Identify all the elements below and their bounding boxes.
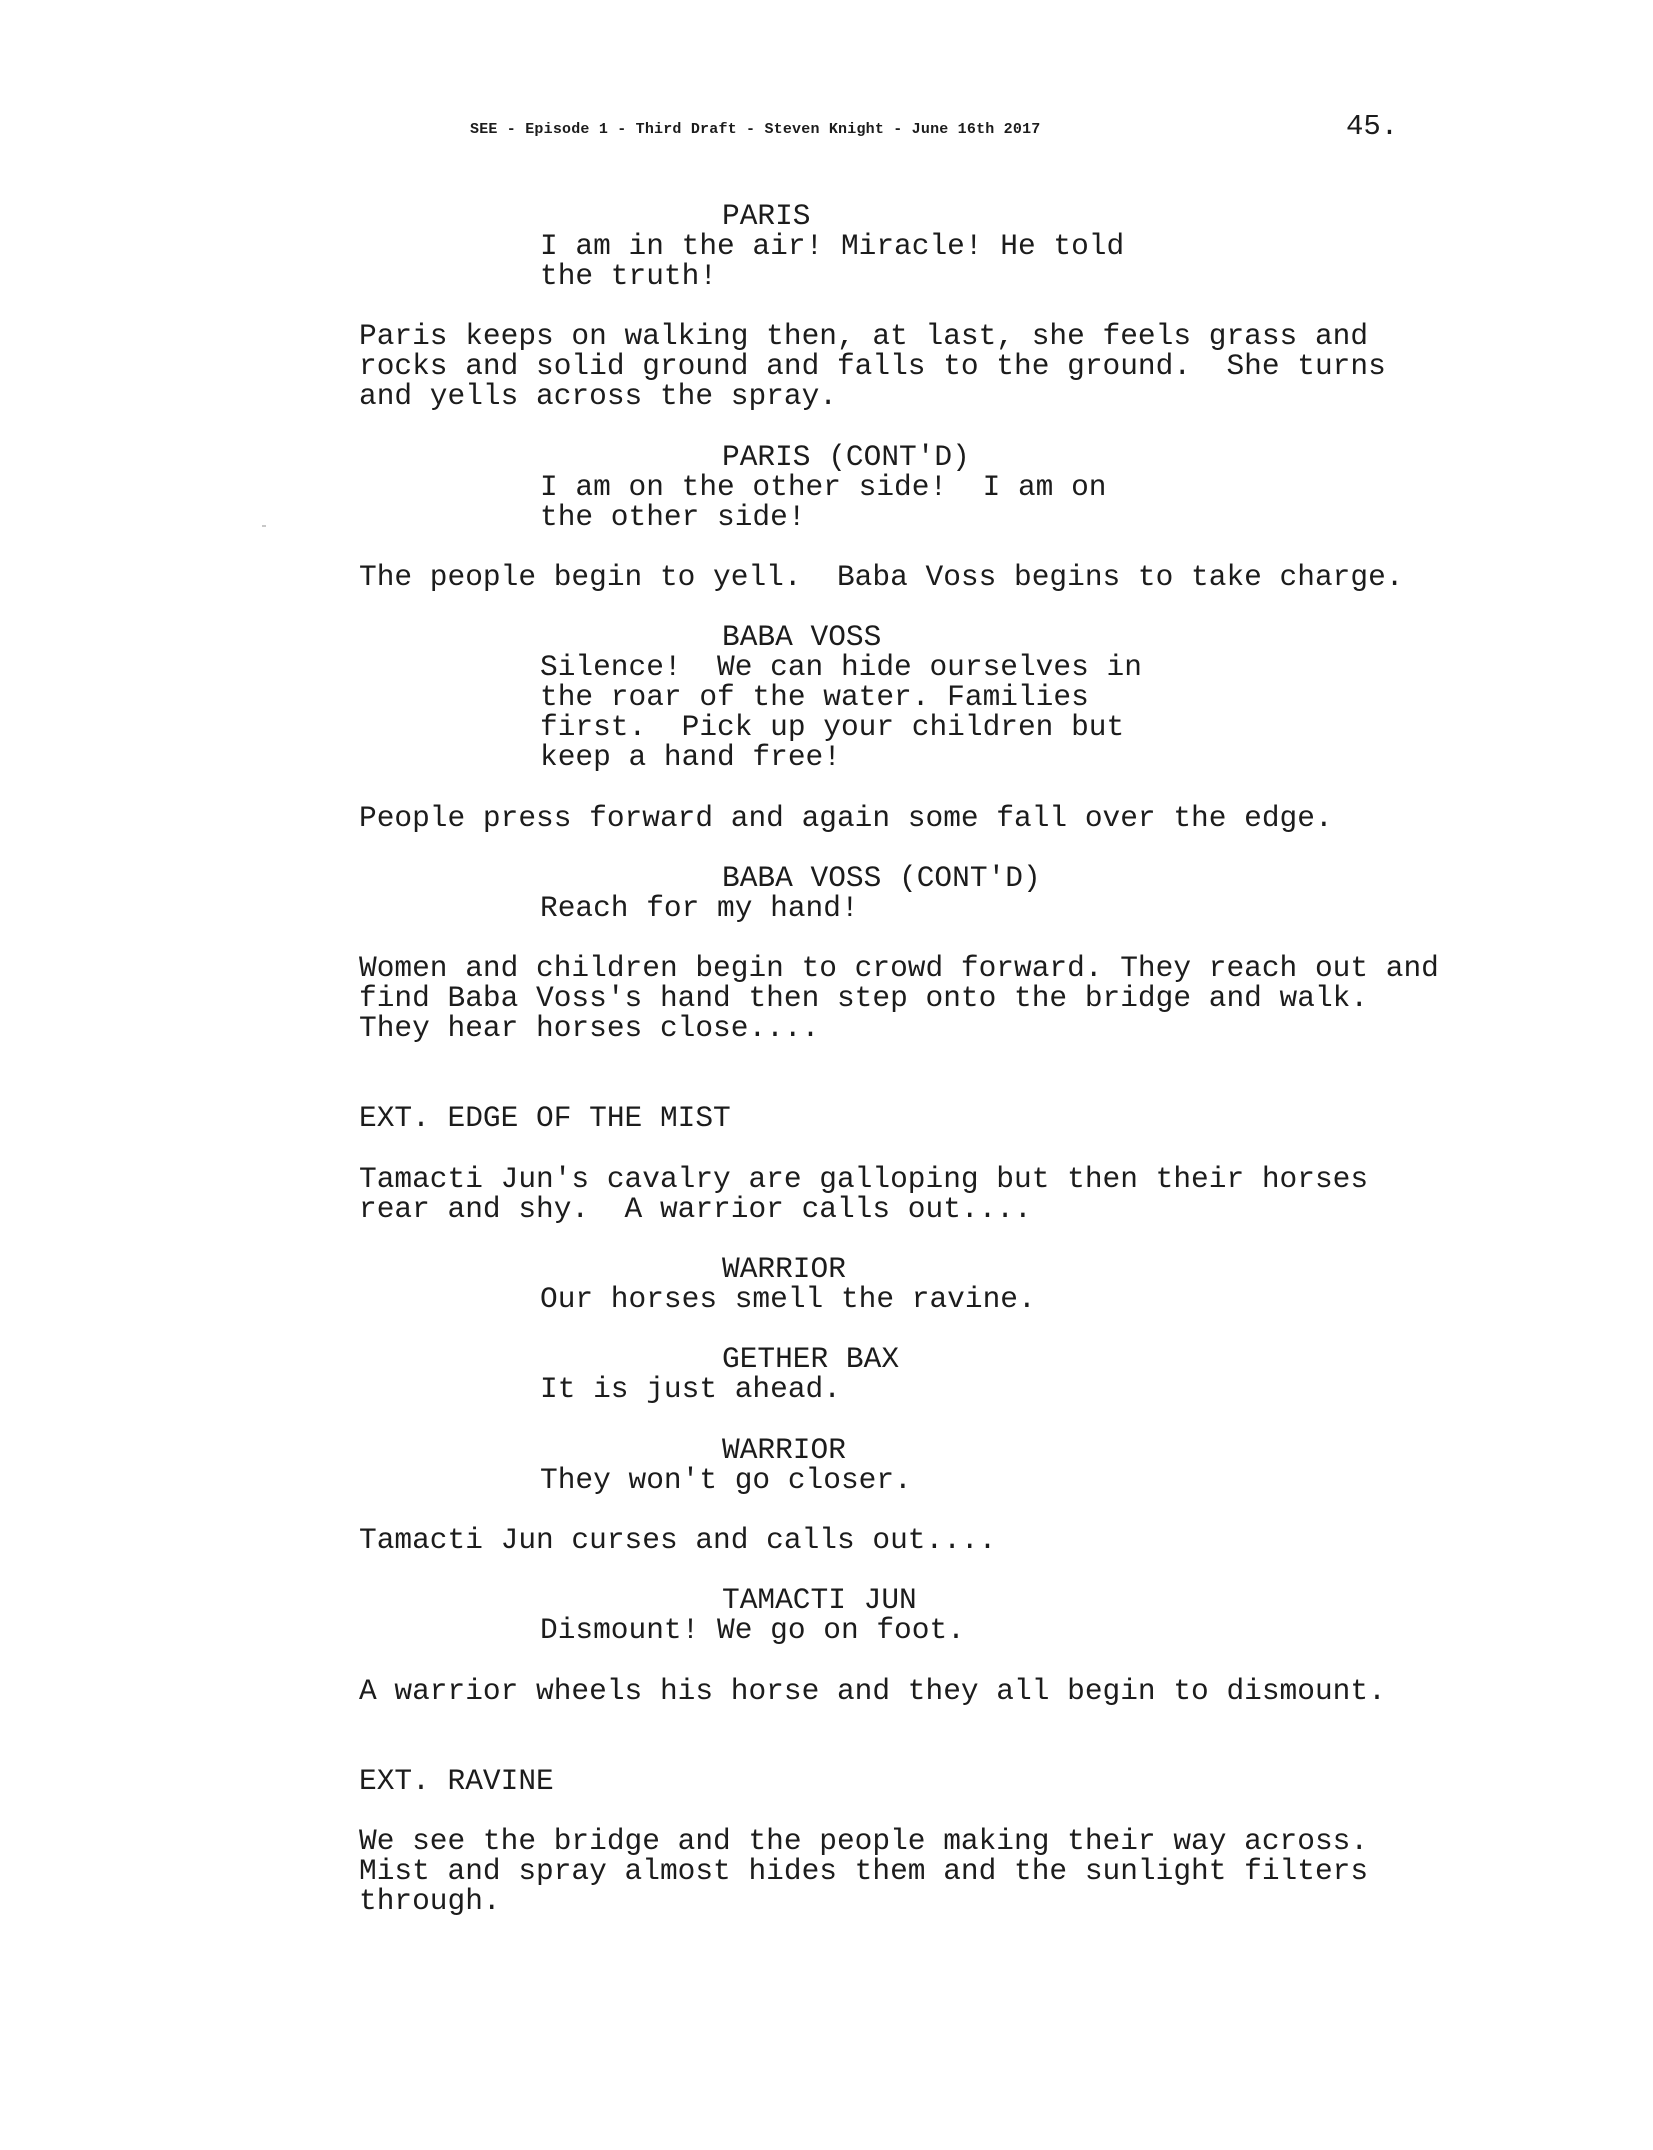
running-header: SEE - Episode 1 - Third Draft - Steven Knight - June 16th 2017: [470, 121, 1041, 138]
action-line: and yells across the spray.: [359, 379, 837, 413]
action-line: People press forward and again some fall over the edge.: [359, 801, 1333, 835]
scene-heading: EXT. EDGE OF THE MIST: [359, 1101, 731, 1135]
dialogue-line: the roar of the water. Families: [540, 680, 1089, 714]
dialogue-line: first. Pick up your children but: [540, 710, 1125, 744]
margin-mark: [262, 525, 266, 527]
action-line: A warrior wheels his horse and they all begin to dismount.: [359, 1674, 1386, 1708]
dialogue-line: Our horses smell the ravine.: [540, 1282, 1036, 1316]
character-cue: TAMACTI JUN: [722, 1583, 917, 1617]
character-cue: WARRIOR: [722, 1252, 846, 1286]
action-line: find Baba Voss's hand then step onto the bridge and walk.: [359, 981, 1369, 1015]
character-cue: BABA VOSS: [722, 620, 882, 654]
dialogue-line: I am on the other side! I am on: [540, 470, 1107, 504]
character-cue: PARIS: [722, 199, 811, 233]
character-cue: BABA VOSS (CONT'D): [722, 861, 1041, 895]
character-cue: PARIS (CONT'D): [722, 440, 970, 474]
action-line: rear and shy. A warrior calls out....: [359, 1192, 1032, 1226]
scene-heading: EXT. RAVINE: [359, 1764, 554, 1798]
dialogue-line: It is just ahead.: [540, 1372, 841, 1406]
action-line: Tamacti Jun curses and calls out....: [359, 1523, 997, 1557]
action-line: through.: [359, 1884, 501, 1918]
action-line: We see the bridge and the people making their way across.: [359, 1824, 1369, 1858]
dialogue-line: They won't go closer.: [540, 1463, 912, 1497]
action-line: rocks and solid ground and falls to the ground. She turns: [359, 349, 1386, 383]
dialogue-line: I am in the air! Miracle! He told: [540, 229, 1125, 263]
action-line: They hear horses close....: [359, 1011, 820, 1045]
action-line: Paris keeps on walking then, at last, she feels grass and: [359, 319, 1369, 353]
character-cue: GETHER BAX: [722, 1342, 900, 1376]
page-number: 45.: [1346, 110, 1399, 143]
dialogue-line: the truth!: [540, 259, 718, 293]
action-line: Mist and spray almost hides them and the sunlight filters: [359, 1854, 1369, 1888]
dialogue-line: Dismount! We go on foot.: [540, 1613, 965, 1647]
dialogue-line: the other side!: [540, 500, 806, 534]
dialogue-line: Silence! We can hide ourselves in: [540, 650, 1142, 684]
character-cue: WARRIOR: [722, 1433, 846, 1467]
dialogue-line: keep a hand free!: [540, 740, 841, 774]
action-line: Tamacti Jun's cavalry are galloping but then their horses: [359, 1162, 1369, 1196]
dialogue-line: Reach for my hand!: [540, 891, 859, 925]
action-line: Women and children begin to crowd forward. They reach out and: [359, 951, 1439, 985]
action-line: The people begin to yell. Baba Voss begins to take charge.: [359, 560, 1404, 594]
